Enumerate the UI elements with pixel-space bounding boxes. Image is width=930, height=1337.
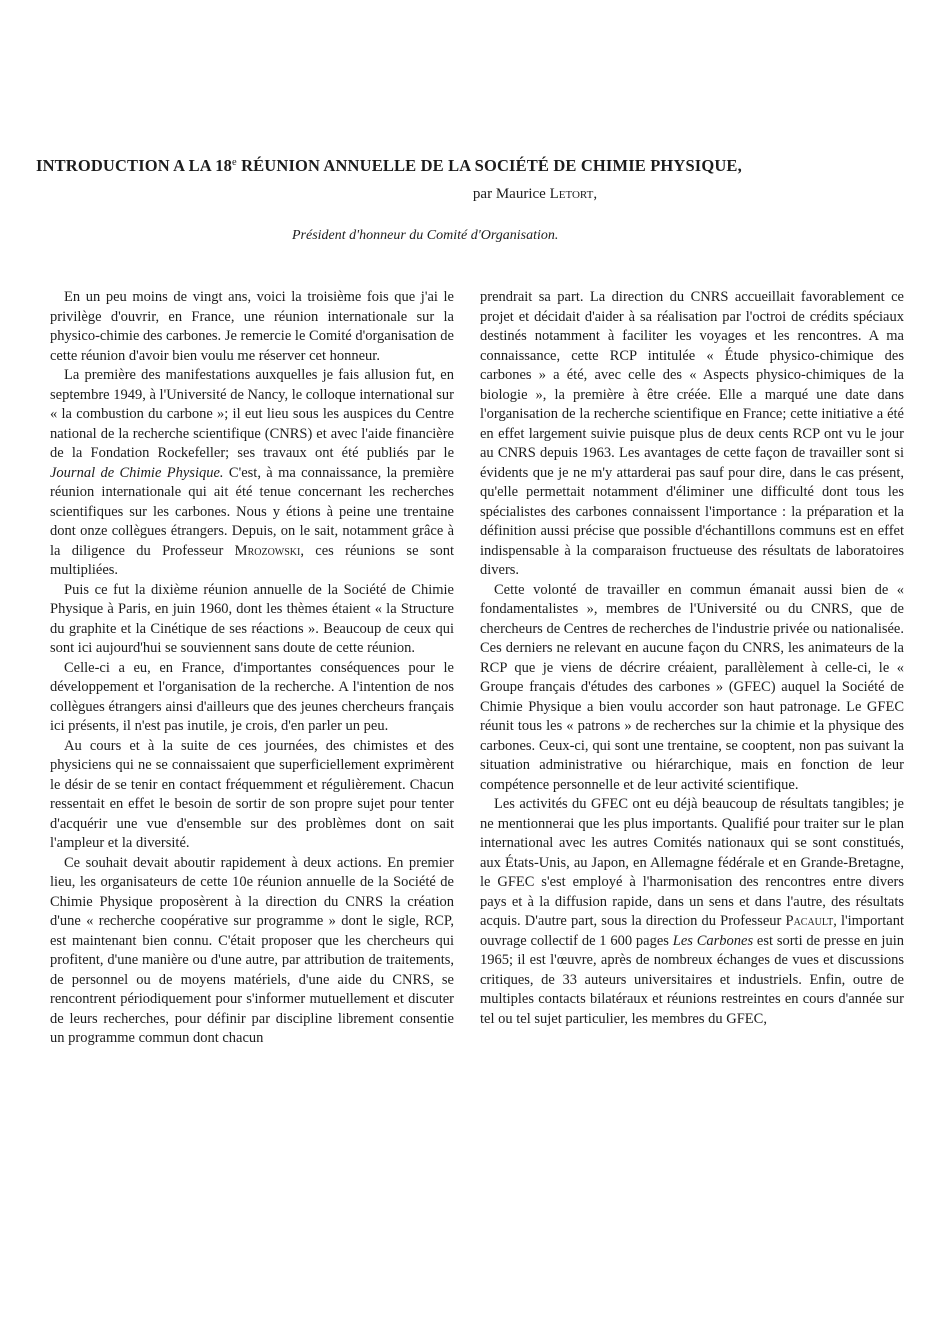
paragraph-text: , ces réunions se sont multipliées. [50,542,455,578]
paragraph-text: Les activités du GFEC ont eu déjà beaucoup de résultats tangibles; je ne mentionnerai que les plus importants. Qualifié pour traiter sur le plan international avec les autres Comités nationaux qui se sont constitués, aux États-Unis, au Japon, en Allemagne fédérale et en Grande-Bretagne, le GFEC s'est employé à l'harmonisation des rencontres entre divers pays et à la diffusion rapide, dans un sens et dans l'autre, des résultats acquis. D'autre part, sous la direction du Professeur [480,796,904,929]
book-title: Les Carbones [672,932,754,949]
paragraph: Celle-ci a eu, en France, d'importantes conséquences pour le développement et l'organisation de la recherche. A l'intention de nos collègues étrangers ainsi d'ailleurs que des jeunes chercheurs français ici présents, il n'est pas inutile, je crois, d'en parler un peu. [50,659,454,734]
left-column [50,288,454,1049]
journal-title: Journal de Chimie Physique. [50,464,224,481]
right-column [480,288,904,1029]
paragraph-text: La première des manifestations auxquelles je fais allusion fut, en septembre 1949, à l'Université de Nancy, le colloque international sur « la combustion du carbone »; il eut lieu sous les auspices du Centre national de la recherche scientifique (CNRS) et avec l'aide financière de la Fondation Rockefeller; ses travaux ont été publiés par le [50,367,454,461]
person-name: Mrozowski [234,542,301,559]
author-prefix: par Maurice [472,186,546,202]
paragraph [50,366,454,581]
paragraph: Puis ce fut la dixième réunion annuelle de la Société de Chimie Physique à Paris, en juin 1960, dont les thèmes étaient « la Structure du graphite et la Cinétique de ses réactions ». Beaucoup de ceux qui sont ici aujourd'hui se souviennent sans doute de cette réunion. [50,581,454,656]
author-suffix: , [593,186,598,202]
author-role: Président d'honneur du Comité d'Organisation. [292,228,559,243]
paragraph-text: est sorti de presse en juin 1965; il est l'œuvre, après de nombreux échanges de vues et discussions critiques, de 33 auteurs universitaires et industriels. Enfin, outre de multiples contacts bilatéraux et réunions restreintes en cours d'année sur tel ou tel sujet particulier, les membres du GFEC, [480,932,904,1027]
paragraph [480,795,904,1029]
paragraph: En un peu moins de vingt ans, voici la troisième fois que j'ai le privilège d'ouvrir, en France, une réunion internationale sur la physico-chimie des carbones. Je remercie le Comité d'organisation de cette réunion d'avoir bien voulu me réserver cet honneur. [50,289,454,364]
paragraph: Ce souhait devait aboutir rapidement à deux actions. En premier lieu, les organisateurs de cette 10e réunion annuelle de la Société de Chimie Physique proposèrent à la direction du CNRS la création d'une « recherche coopérative sur programme » dont le sigle, RCP, est maintenant bien connu. C'était proposer que les chercheurs qui profitent, d'une manière ou d'une autre, par attribution de traitements, de personnel ou de moyens matériels, d'une aide du CNRS, se rencontrent périodiquement pour s'informer mutuellement et discuter de leurs recherches, pour définir par discipline librement consentie un programme commun dont chacun [50,854,454,1046]
author-line [140,179,930,209]
paragraph-text: C'est, à ma connaissance, la première réunion internationale qui ait été tenue concernant les recherches scientifiques sur les carbones. Nous y étions à peine une trentaine dont onze collègues étrangers. Depuis, on le sait, notamment grâce à la diligence du Professeur [50,464,454,559]
title-part-1: INTRODUCTION A LA 18 [36,156,232,175]
article-title [36,150,896,179]
paragraph-text: , l'important ouvrage collectif de 1 600 pages [480,913,904,949]
title-part-2: RÉUNION ANNUELLE DE LA SOCIÉTÉ DE CHIMIE PHYSIQUE, [236,156,742,175]
article-header [0,150,930,243]
person-name: Pacault [785,913,834,929]
paragraph: Au cours et à la suite de ces journées, des chimistes et des physiciens qui ne se connaissaient que superficiellement exprimèrent le désir de se tenir en contact fréquemment et régulièrement. Chacun ressentait en effet le besoin de sortir de son propre sujet pour tenter d'acquérir une vue d'ensemble sur des problèmes dont on sait l'ampleur et la diversité. [50,737,454,851]
paragraph: Cette volonté de travailler en commun émanait aussi bien de « fondamentalistes », membres de l'Université ou du CNRS, que de chercheurs de Centres de recherches de l'industrie privée ou nationalisée. Ces derniers ne relevant en aucune façon du CNRS, les animateurs de la RCP que je viens de décrire créaient, parallèlement à celle-ci, le « Groupe français d'études des carbones » (GFEC) auquel la Société de Chimie Physique a bien voulu accorder son haut patronage. Le GFEC réunit tous les « patrons » de recherches sur la chimie et la physique des carbones. Ceux-ci, qui sont une trentaine, se cooptent, non pas suivant la situation administrative ou hiérarchique, mais en fonction de leur compétence personnelle et de leur activité scientifique. [480,581,904,793]
author-name: Letort [549,186,594,202]
title-superscript: e [232,157,237,168]
paragraph: prendrait sa part. La direction du CNRS accueillait favorablement ce projet et décidait d'aider à sa réalisation par l'octroi de crédits spéciaux destinés notamment à faciliter les voyages et les rencontres. A ma connaissance, cette RCP intitulée « Étude physico-chimique des carbones » a été, avec celle des « Aspects physico-chimiques de la biologie », la première à être créée. Elle a marqué une date dans l'organisation de la recherche scientifique en France; cette initiative a été en effet largement suivie puisque plus de deux cents RCP ont vu le jour au CNRS depuis 1963. Les avantages de cette façon de travailler sont si évidents que je ne m'y attarderai pas sauf pour dire, dans le cas présent, qu'elle permettait notamment d'éliminer une difficulté dont tous les spécialistes des carbones connaissent l'importance : la préparation et la définition aussi précise que possible d'échantillons communs est en effet indispensable à la comparaison fructueuse des résultats de laboratoires divers. [480,289,904,578]
